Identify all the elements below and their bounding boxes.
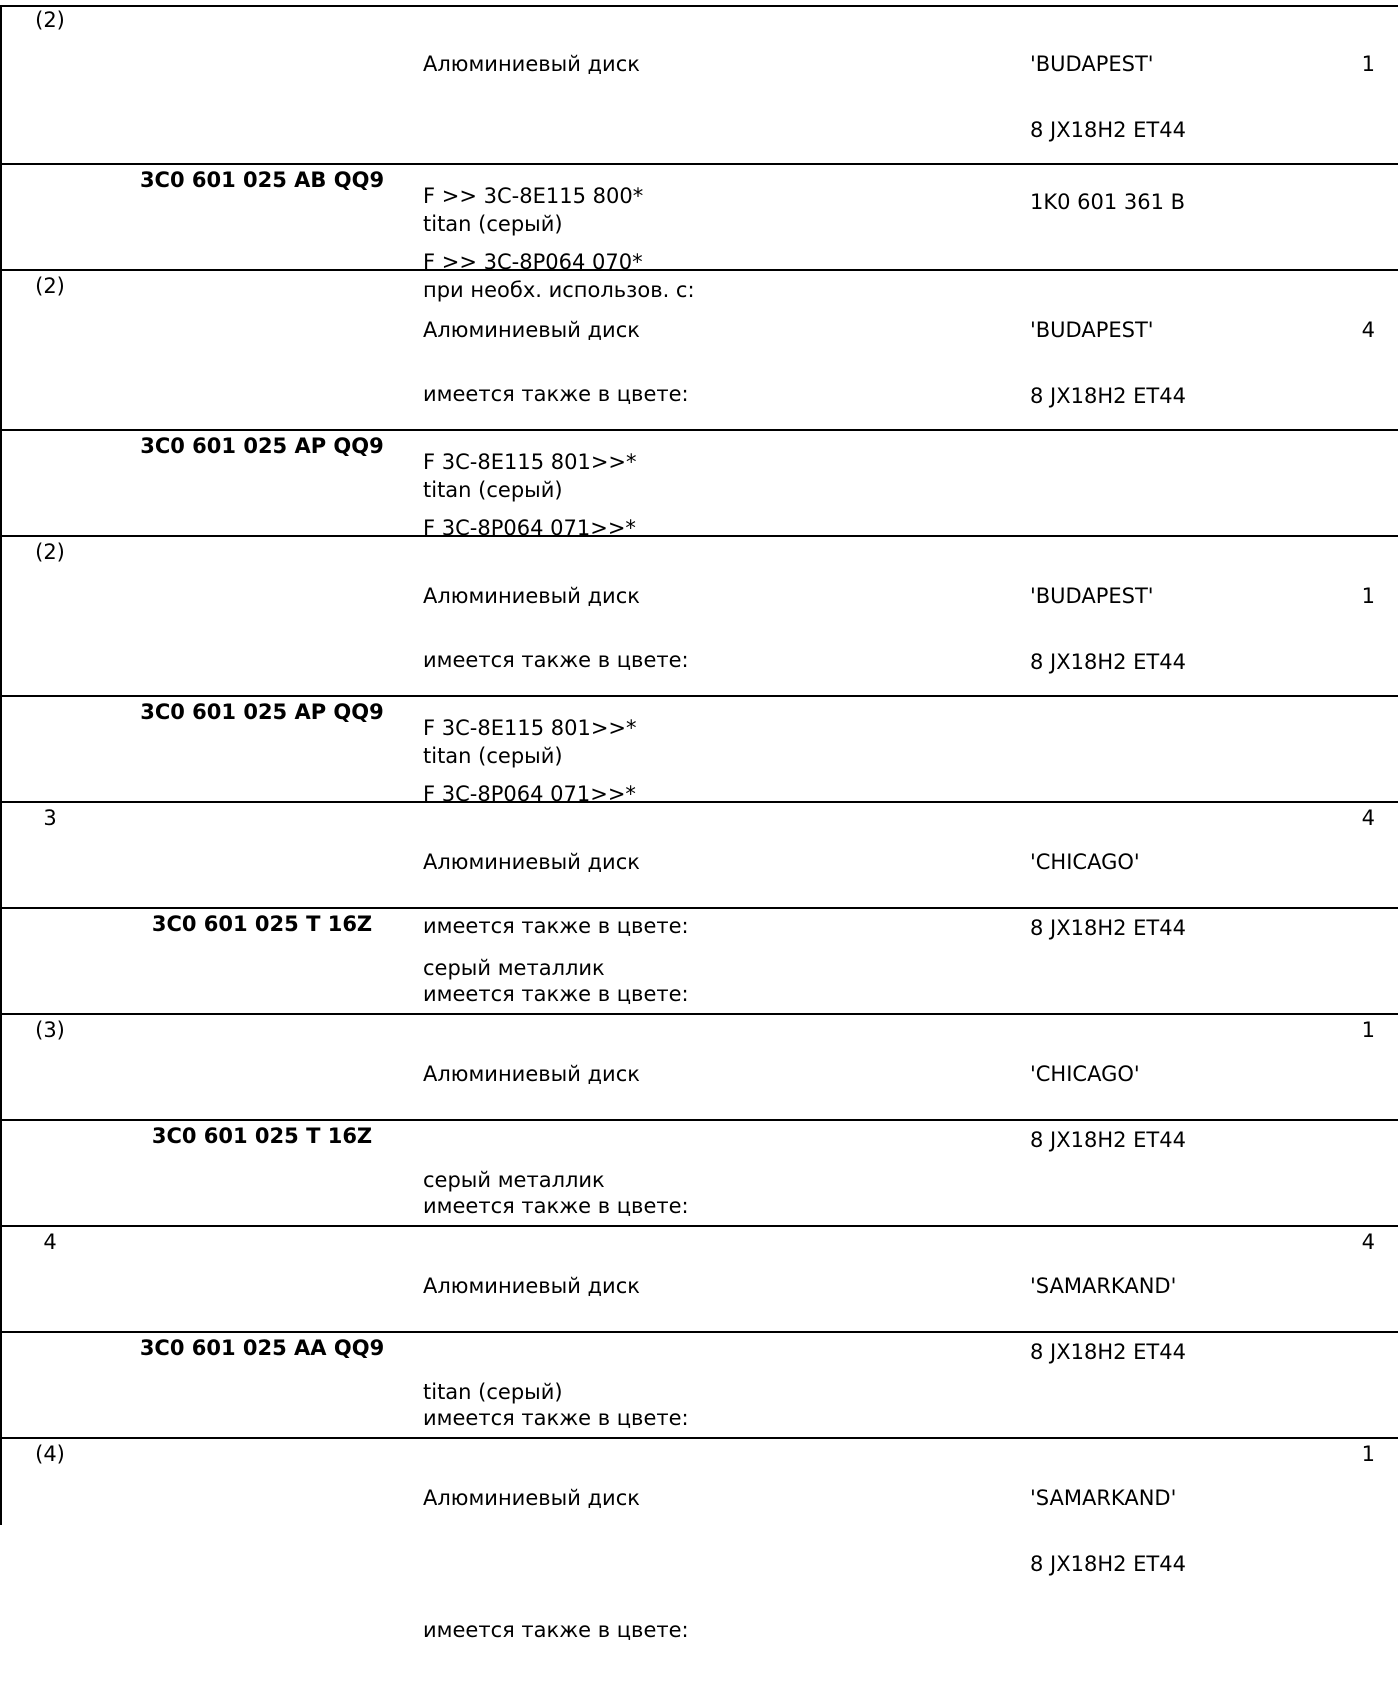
extra-note: при необх. использов. с: bbox=[423, 278, 695, 302]
part-number[interactable]: 3C0 601 025 AA QQ9 bbox=[139, 1336, 385, 1360]
table-row bbox=[2, 1333, 1398, 1439]
description bbox=[423, 1443, 1003, 1685]
also-available-label: имеется также в цвете: bbox=[423, 382, 689, 406]
also-available-label: имеется также в цвете: bbox=[423, 648, 689, 672]
model-info bbox=[1030, 1443, 1330, 1619]
model-name: 'CHICAGO' bbox=[1030, 1062, 1140, 1086]
extra-part-number[interactable]: 1K0 601 361 B bbox=[1030, 190, 1186, 214]
also-available-label: имеется также в цвете: bbox=[423, 1618, 689, 1642]
table-row bbox=[2, 909, 1398, 1015]
quantity: 4 bbox=[1361, 318, 1375, 342]
description bbox=[423, 1337, 1003, 1447]
note-line: F 3C-8P064 071>>* bbox=[423, 516, 636, 540]
model-name: 'BUDAPEST' bbox=[1030, 318, 1154, 342]
description-title: Алюминиевый диск bbox=[423, 1274, 640, 1298]
position-number: 4 bbox=[43, 1230, 57, 1254]
description-title: Алюминиевый диск bbox=[423, 850, 640, 874]
position-number: (2) bbox=[35, 8, 65, 32]
model-name: 'SAMARKAND' bbox=[1030, 1486, 1177, 1510]
model-name: 'BUDAPEST' bbox=[1030, 584, 1154, 608]
rim-size: 8 JX18H2 ET44 bbox=[1030, 916, 1186, 940]
color-name: titan (серый) bbox=[423, 478, 563, 502]
table-row bbox=[2, 1121, 1398, 1227]
note-line: F >> 3C-8E115 800* bbox=[423, 184, 644, 208]
quantity: 1 bbox=[1361, 584, 1375, 608]
part-number[interactable]: 3C0 601 025 AP QQ9 bbox=[140, 700, 384, 724]
part-number[interactable]: 3C0 601 025 T 16Z bbox=[151, 912, 373, 936]
position-number: (2) bbox=[35, 274, 65, 298]
description bbox=[423, 435, 1003, 545]
rim-size: 8 JX18H2 ET44 bbox=[1030, 1552, 1186, 1576]
rim-size: 8 JX18H2 ET44 bbox=[1030, 384, 1186, 408]
part-number[interactable]: 3C0 601 025 T 16Z bbox=[151, 1124, 373, 1148]
note-line: F 3C-8E115 801>>* bbox=[423, 450, 637, 474]
color-name: titan (серый) bbox=[423, 212, 563, 236]
note-line: F >> 3C-8P064 070* bbox=[423, 250, 643, 274]
also-available-label: имеется также в цвете: bbox=[423, 982, 689, 1006]
model-info bbox=[1030, 9, 1330, 185]
position-number: (4) bbox=[35, 1442, 65, 1466]
rim-size: 8 JX18H2 ET44 bbox=[1030, 1128, 1186, 1152]
description bbox=[423, 1125, 1003, 1235]
quantity: 4 bbox=[1361, 1230, 1375, 1254]
table-row bbox=[2, 165, 1398, 302]
model-name: 'SAMARKAND' bbox=[1030, 1274, 1177, 1298]
parts-table bbox=[0, 5, 1398, 1642]
description-title: Алюминиевый диск bbox=[423, 1486, 640, 1510]
color-name: серый металлик bbox=[423, 1168, 605, 1192]
description-title: Алюминиевый диск bbox=[423, 52, 640, 76]
model-name: 'CHICAGO' bbox=[1030, 850, 1140, 874]
part-number[interactable]: 3C0 601 025 AB QQ9 bbox=[139, 168, 385, 192]
quantity: 1 bbox=[1361, 1442, 1375, 1466]
position-number: (3) bbox=[35, 1018, 65, 1042]
table-row bbox=[2, 697, 1398, 806]
also-available-label: имеется также в цвете: bbox=[423, 1406, 689, 1430]
also-available-label: имеется также в цвете: bbox=[423, 1194, 689, 1218]
quantity: 1 bbox=[1361, 1018, 1375, 1042]
model-name: 'BUDAPEST' bbox=[1030, 52, 1154, 76]
model-info bbox=[1030, 275, 1330, 451]
model-info bbox=[1030, 541, 1330, 717]
color-name: titan (серый) bbox=[423, 744, 563, 768]
note-line: F 3C-8P064 071>>* bbox=[423, 782, 636, 806]
description-title: Алюминиевый диск bbox=[423, 584, 640, 608]
rim-size: 8 JX18H2 ET44 bbox=[1030, 1340, 1186, 1364]
position-number: 3 bbox=[43, 806, 57, 830]
description-title: Алюминиевый диск bbox=[423, 1062, 640, 1086]
description-title: Алюминиевый диск bbox=[423, 318, 640, 342]
rim-size: 8 JX18H2 ET44 bbox=[1030, 118, 1186, 142]
color-name: titan (серый) bbox=[423, 1380, 563, 1404]
also-available-label: имеется также в цвете: bbox=[423, 914, 689, 938]
description bbox=[423, 913, 1003, 1023]
color-name: серый металлик bbox=[423, 956, 605, 980]
part-number[interactable]: 3C0 601 025 AP QQ9 bbox=[140, 434, 384, 458]
quantity: 4 bbox=[1361, 806, 1375, 830]
table-row bbox=[2, 1439, 1398, 1642]
table-row bbox=[2, 431, 1398, 540]
rim-size: 8 JX18H2 ET44 bbox=[1030, 650, 1186, 674]
description bbox=[423, 701, 1003, 811]
position-number: (2) bbox=[35, 540, 65, 564]
quantity: 1 bbox=[1361, 52, 1375, 76]
note-line: F 3C-8E115 801>>* bbox=[423, 716, 637, 740]
